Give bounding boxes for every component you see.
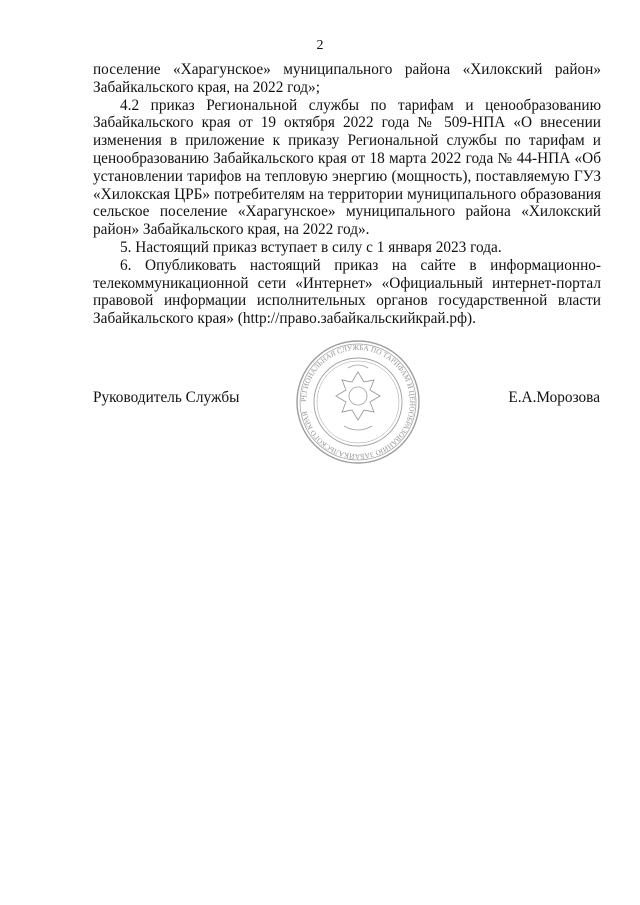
paragraph-continuation: поселение «Харагунское» муниципального района «Хилокский район» Забайкальского края, на 2022 год»;: [93, 61, 601, 96]
paragraph-item-5: 5. Настоящий приказ вступает в силу с 1 января 2023 года.: [120, 238, 502, 256]
document-body: [93, 61, 601, 328]
official-seal-stamp: [294, 338, 422, 466]
signatory-position: Руководитель Службы: [93, 389, 240, 406]
paragraph-item-4-2: 4.2 приказ Региональной службы по тарифам и ценообразованию Забайкальского края от 19 октября 2022 года № 509-НПА «О внесении изменения в приложение к приказу Региональной службы по тарифам и ценообразованию Забайкальского края от 18 марта 2022 года № 44-НПА «Об установлении тарифов на тепловую энергию (мощность), поставляемую ГУЗ «Хилокская ЦРБ» потребителям на территории муниципального образования сельское поселение «Харагунское» муниципального района «Хилокский район» Забайкальского края, на 2022 год».: [93, 96, 601, 239]
stamp-ring-textpath: РЕГИОНАЛЬНАЯ СЛУЖБА ПО ТАРИФАМ И ЦЕНООБРАЗОВАНИЮ ЗАБАЙКАЛЬСКОГО КРАЯ: [298, 342, 418, 462]
stamp-ring-text: [299, 343, 417, 461]
signatory-name: Е.А.Морозова: [508, 389, 600, 406]
paragraph-item-6: 6. Опубликовать настоящий приказ на сайте в информационно-телекоммуникационной сети «Интернет» «Официальный интернет-портал правовой информации исполнительных органов государственной власти Забайкальского края» (http://право.забайкальскийкрай.рф).: [93, 256, 601, 328]
page-number: 2: [316, 38, 324, 53]
